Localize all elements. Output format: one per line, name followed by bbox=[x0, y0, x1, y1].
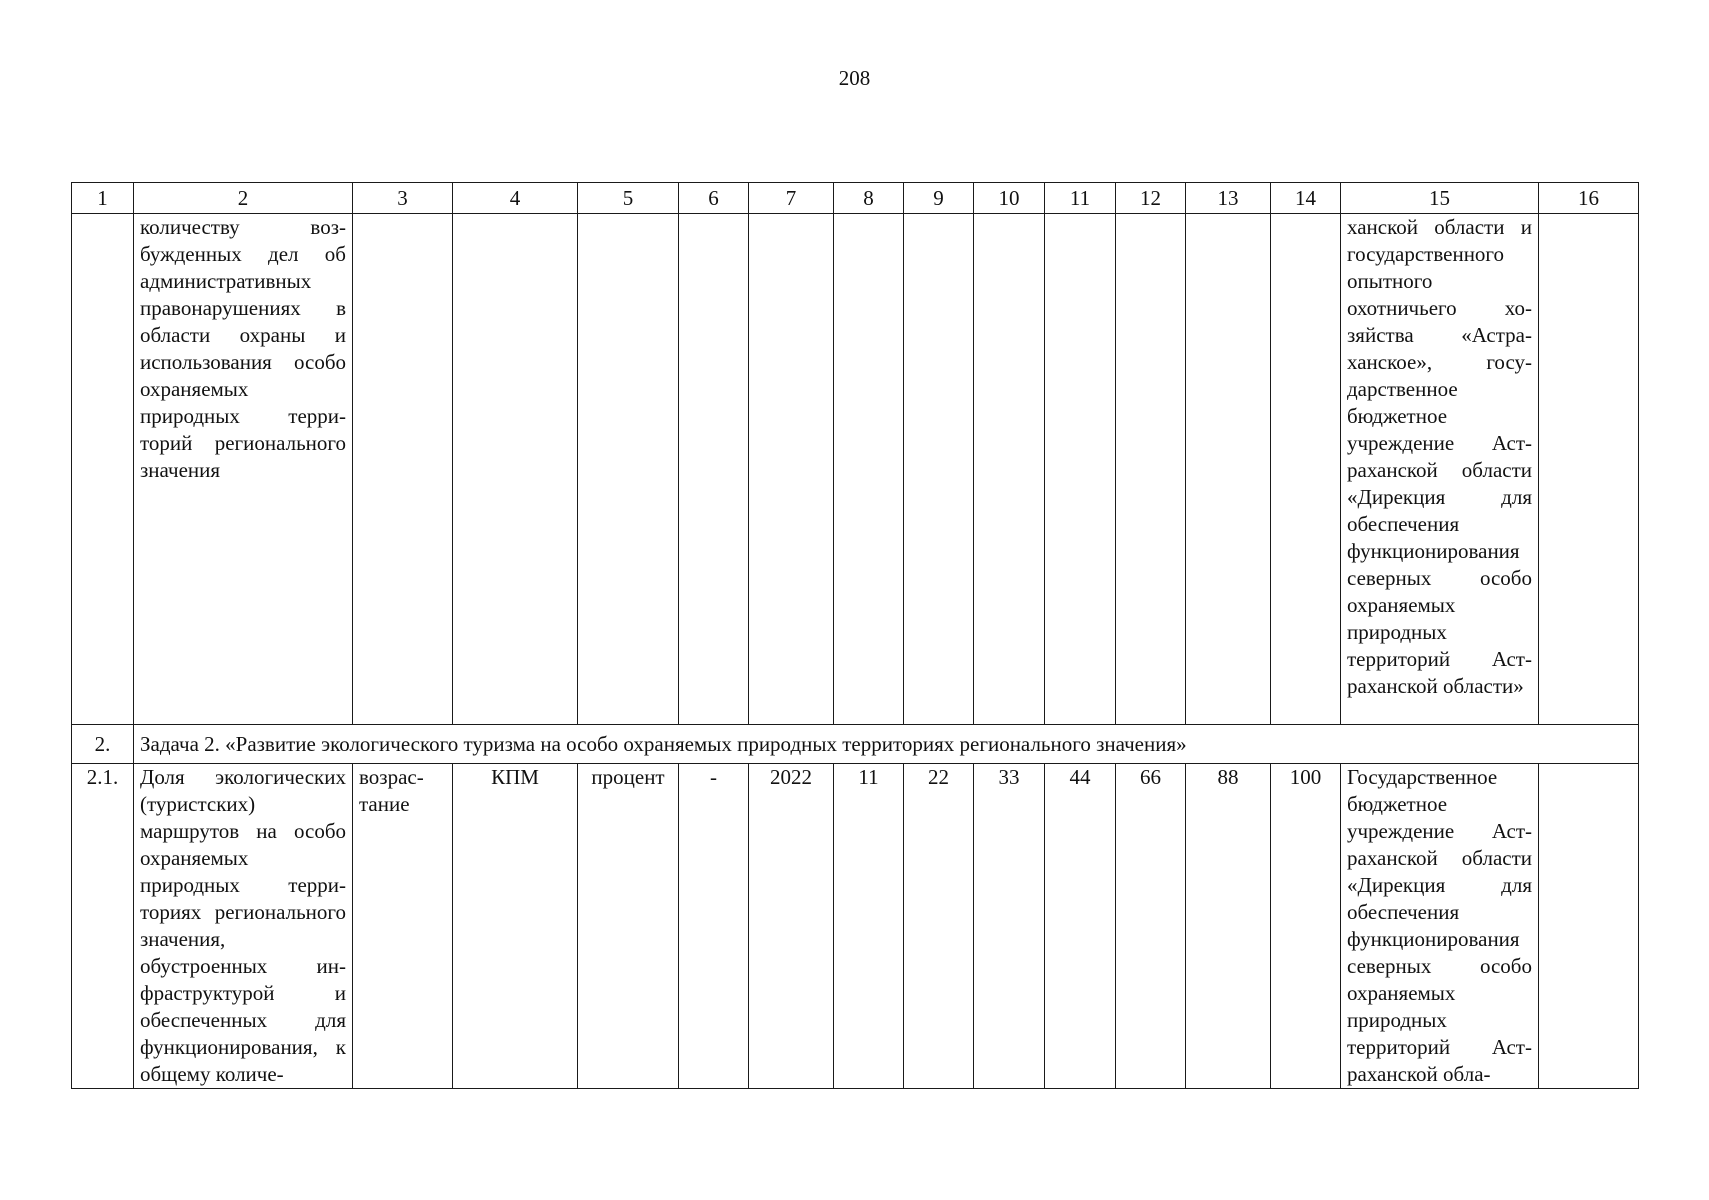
header-cell-16: 16 bbox=[1539, 183, 1639, 214]
cell-16 bbox=[1539, 764, 1639, 1089]
value-cell-9: 22 bbox=[904, 764, 974, 1089]
header-cell-12: 12 bbox=[1116, 183, 1186, 214]
responsible-cell: Государственное бюджетное учреждение Астраханской области «Дирекция для обеспечения функционирования северных особо охраняемых природных территорий Астраханской обла- bbox=[1341, 764, 1539, 1089]
cell-11 bbox=[1045, 214, 1116, 725]
task-row bbox=[72, 725, 1639, 764]
header-cell-14: 14 bbox=[1271, 183, 1341, 214]
indicator-number: 2.1. bbox=[72, 764, 134, 1089]
cell-9 bbox=[904, 214, 974, 725]
indicator-row-2-1 bbox=[72, 764, 1639, 1089]
header-row bbox=[72, 183, 1639, 214]
value-cell-10: 33 bbox=[974, 764, 1045, 1089]
header-cell-15: 15 bbox=[1341, 183, 1539, 214]
base-year-cell: 2022 bbox=[749, 764, 834, 1089]
header-cell-6: 6 bbox=[679, 183, 749, 214]
cell-16 bbox=[1539, 214, 1639, 725]
value-cell-13: 88 bbox=[1186, 764, 1271, 1089]
cell-10 bbox=[974, 214, 1045, 725]
header-cell-13: 13 bbox=[1186, 183, 1271, 214]
value-cell-8: 11 bbox=[834, 764, 904, 1089]
cell-13 bbox=[1186, 214, 1271, 725]
header-cell-1: 1 bbox=[72, 183, 134, 214]
header-cell-8: 8 bbox=[834, 183, 904, 214]
header-cell-10: 10 bbox=[974, 183, 1045, 214]
task-number: 2. bbox=[72, 725, 134, 764]
header-cell-5: 5 bbox=[578, 183, 679, 214]
value-cell-14: 100 bbox=[1271, 764, 1341, 1089]
continuation-row bbox=[72, 214, 1639, 725]
cell-6 bbox=[679, 214, 749, 725]
base-value-cell: - bbox=[679, 764, 749, 1089]
cell-7 bbox=[749, 214, 834, 725]
cell-8 bbox=[834, 214, 904, 725]
cell-5 bbox=[578, 214, 679, 725]
header-cell-7: 7 bbox=[749, 183, 834, 214]
header-cell-3: 3 bbox=[353, 183, 453, 214]
header-cell-2: 2 bbox=[134, 183, 353, 214]
cell-4 bbox=[453, 214, 578, 725]
page-number: 208 bbox=[838, 66, 871, 90]
cell-12 bbox=[1116, 214, 1186, 725]
cell-14 bbox=[1271, 214, 1341, 725]
trend-cell: возрастание bbox=[353, 764, 453, 1089]
indicator-name-cell: Доля экологических (туристских) маршрутов на особо охраняемых природных территориях регионального значения, обустроенных инфраструктурой и обеспеченных для функционирования, к общему количе- bbox=[134, 764, 353, 1089]
cell-3 bbox=[353, 214, 453, 725]
indicator-type-cell: КПМ bbox=[453, 764, 578, 1089]
header-cell-11: 11 bbox=[1045, 183, 1116, 214]
header-cell-4: 4 bbox=[453, 183, 578, 214]
responsible-cell: ханской области и государственного опытного охотничьего хозяйства «Астраханское», государственное бюджетное учреждение Астраханской области «Дирекция для обеспечения функционирования северных особо охраняемых природных территорий Астраханской области» bbox=[1341, 214, 1539, 725]
indicators-table bbox=[71, 182, 1639, 1089]
task-title: Задача 2. «Развитие экологического туризма на особо охраняемых природных территориях регионального значения» bbox=[134, 725, 1639, 764]
value-cell-12: 66 bbox=[1116, 764, 1186, 1089]
value-cell-11: 44 bbox=[1045, 764, 1116, 1089]
indicator-name-cell: количеству возбужденных дел об административных правонарушениях в области охраны и использования особо охраняемых природных территорий регионального значения bbox=[134, 214, 353, 725]
unit-cell: процент bbox=[578, 764, 679, 1089]
cell-number bbox=[72, 214, 134, 725]
header-cell-9: 9 bbox=[904, 183, 974, 214]
